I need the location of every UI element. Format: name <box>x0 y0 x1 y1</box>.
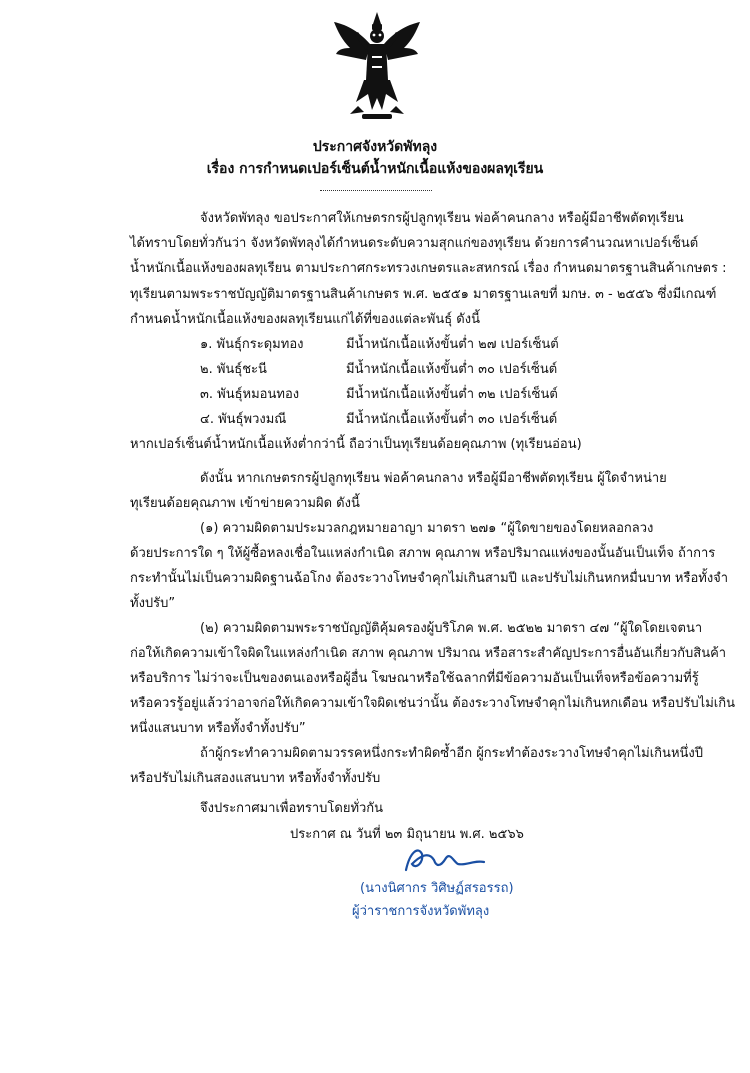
variety-value: มีน้ำหนักเนื้อแห้งขั้นต่ำ ๓๒ เปอร์เซ็นต์ <box>346 387 558 402</box>
offense-line: หรือบริการ ไม่ว่าจะเป็นของตนเองหรือผู้อื่น โฆษณาหรือใช้ฉลากที่มีข้อความอันเป็นเท็จหรือข้อความที่รู้ <box>130 671 699 686</box>
repeat-offense-line: ถ้าผู้กระทำความผิดตามวรรคหนึ่งกระทำผิดซ้ำอีก ผู้กระทำต้องระวางโทษจำคุกไม่เกินหนึ่งปี <box>200 746 703 761</box>
offense-line: หนึ่งแสนบาท หรือทั้งจำทั้งปรับ” <box>130 721 306 736</box>
announcement-title: ประกาศจังหวัดพัทลุง <box>312 139 438 155</box>
paragraph-line: น้ำหนักเนื้อแห้งของผลทุเรียน ตามประกาศกระทรวงเกษตรและสหกรณ์ เรื่อง กำหนดมาตรฐานสินค้าเกษตร : <box>130 261 727 276</box>
title-divider <box>320 190 432 191</box>
variety-value: มีน้ำหนักเนื้อแห้งขั้นต่ำ ๓๐ เปอร์เซ็นต์ <box>346 362 558 377</box>
offense-line: (๒) ความผิดตามพระราชบัญญัติคุ้มครองผู้บริโภค พ.ศ. ๒๕๒๒ มาตรา ๔๗ “ผู้ใดโดยเจตนา <box>200 621 703 636</box>
paragraph-line: จังหวัดพัทลุง ขอประกาศให้เกษตรกรผู้ปลูกทุเรียน พ่อค้าคนกลาง หรือผู้มีอาชีพตัดทุเรียน <box>200 211 684 226</box>
signer-position: ผู้ว่าราชการจังหวัดพัทลุง <box>352 904 490 919</box>
closing-line: จึงประกาศมาเพื่อทราบโดยทั่วกัน <box>200 801 384 816</box>
variety-label: ๓. พันธุ์หมอนทอง <box>200 387 300 402</box>
announcement-subject: เรื่อง การกำหนดเปอร์เซ็นต์น้ำหนักเนื้อแห้งของผลทุเรียน <box>206 161 544 177</box>
paragraph-line: ทุเรียนด้อยคุณภาพ เข้าข่ายความผิด ดังนี้ <box>130 496 360 511</box>
offense-line: (๑) ความผิดตามประมวลกฎหมายอาญา มาตรา ๒๗๑ “ผู้ใดขายของโดยหลอกลวง <box>200 521 654 536</box>
offense-line: กระทำนั้นไม่เป็นความผิดฐานฉ้อโกง ต้องระวางโทษจำคุกไม่เกินสามปี และปรับไม่เกินหกหมื่นบาท หรือทั้งจำ <box>130 571 729 586</box>
offense-line: ทั้งปรับ” <box>130 596 176 611</box>
variety-value: มีน้ำหนักเนื้อแห้งขั้นต่ำ ๓๐ เปอร์เซ็นต์ <box>346 412 558 427</box>
repeat-offense-line: หรือปรับไม่เกินสองแสนบาท หรือทั้งจำทั้งปรับ <box>130 771 381 786</box>
offense-line: ด้วยประการใด ๆ ให้ผู้ซื้อหลงเชื่อในแหล่งกำเนิด สภาพ คุณภาพ หรือปริมาณแห่งของนั้นอันเป็นเท็จ ถ้าการ <box>130 546 716 561</box>
low-quality-note: หากเปอร์เซ็นต์น้ำหนักเนื้อแห้งต่ำกว่านี้ ถือว่าเป็นทุเรียนด้อยคุณภาพ (ทุเรียนอ่อน) <box>130 437 582 452</box>
garuda-emblem-icon <box>328 10 426 130</box>
paragraph-line: กำหนดน้ำหนักเนื้อแห้งของผลทุเรียนแก่ได้ที่ของแต่ละพันธุ์ ดังนี้ <box>130 312 480 327</box>
signer-name: (นางนิศากร วิศิษฏ์สรอรรถ) <box>360 881 514 896</box>
paragraph-line: ดังนั้น หากเกษตรกรผู้ปลูกทุเรียน พ่อค้าคนกลาง หรือผู้มีอาชีพตัดทุเรียน ผู้ใดจำหน่าย <box>200 471 667 486</box>
variety-label: ๔. พันธุ์พวงมณี <box>200 412 287 427</box>
variety-label: ๑. พันธุ์กระดุมทอง <box>200 337 304 352</box>
variety-label: ๒. พันธุ์ชะนี <box>200 362 267 377</box>
paragraph-line: ได้ทราบโดยทั่วกันว่า จังหวัดพัทลุงได้กำหนดระดับความสุกแก่ของทุเรียน ด้วยการคำนวณหาเปอร์เซ็นต์ <box>130 236 699 251</box>
offense-line: หรือควรรู้อยู่แล้วว่าอาจก่อให้เกิดความเข้าใจผิดเช่นว่านั้น ต้องระวางโทษจำคุกไม่เกินหกเดือน หรือปรับไม่เกิน <box>130 696 735 711</box>
paragraph-line: ทุเรียนตามพระราชบัญญัติมาตรฐานสินค้าเกษตร พ.ศ. ๒๕๕๑ มาตรฐานเลขที่ มกษ. ๓ - ๒๕๕๖ ซึ่งมีเกณฑ์ <box>130 287 717 302</box>
handwritten-signature <box>400 840 490 878</box>
date-line: ประกาศ ณ วันที่ ๒๓ มิถุนายน พ.ศ. ๒๕๖๖ <box>290 827 524 842</box>
variety-value: มีน้ำหนักเนื้อแห้งขั้นต่ำ ๒๗ เปอร์เซ็นต์ <box>346 337 559 352</box>
offense-line: ก่อให้เกิดความเข้าใจผิดในแหล่งกำเนิด สภาพ คุณภาพ ปริมาณ หรือสาระสำคัญประการอื่นอันเกี่ยวกับสินค้า <box>130 646 727 661</box>
